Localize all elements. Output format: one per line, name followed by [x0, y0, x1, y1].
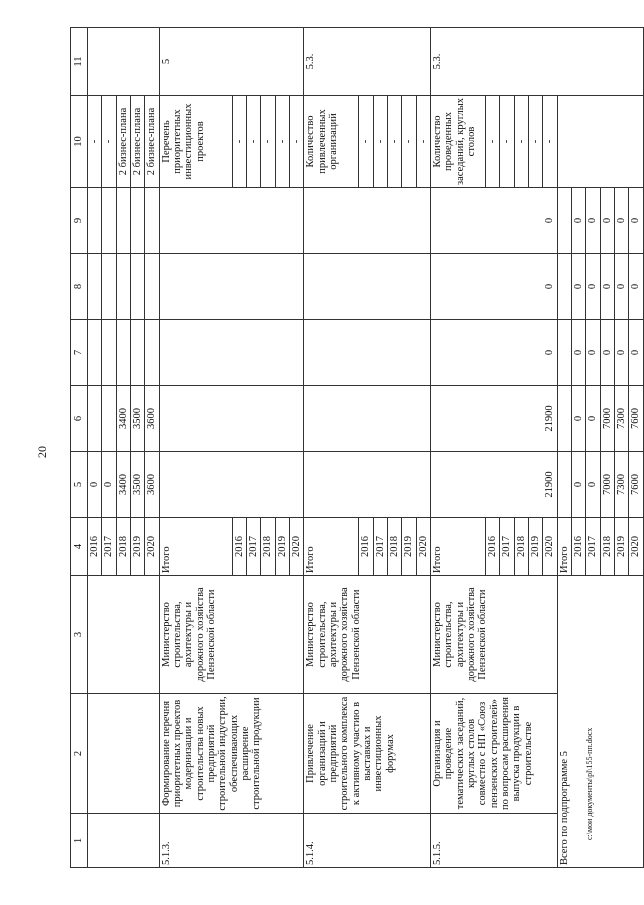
- value-cell: 0: [571, 386, 585, 452]
- year-cell: 2018: [261, 518, 275, 576]
- year-cell: 2016: [571, 518, 585, 576]
- item-executor: Министерство строительства, архитектуры и дорожного хозяйства Пензенской области: [304, 576, 431, 694]
- value-cell: [159, 320, 304, 386]
- value-cell: [304, 254, 431, 320]
- table-row: [116, 28, 130, 868]
- value-cell: 7600: [629, 386, 643, 452]
- value-cell: 0: [614, 254, 628, 320]
- cont-cell: [88, 576, 102, 694]
- header-cell: 8: [71, 254, 88, 320]
- header-cell: 3: [71, 576, 88, 694]
- indicator-name: Перечень приоритетных инвестиционных проектов: [159, 96, 232, 188]
- header-cell: 7: [71, 320, 88, 386]
- value-cell: [116, 320, 130, 386]
- value-cell: 0: [586, 386, 600, 452]
- item-name: Организация и проведение тематических заседаний, круглых столов совместно с НП «Союз пензенских строителей» по вопросам расширения выпуска продукции в строительстве: [430, 694, 557, 814]
- value-cell: 0: [571, 254, 585, 320]
- item-row: [304, 28, 359, 868]
- value-cell: 0: [600, 188, 614, 254]
- summary-row: [557, 28, 571, 868]
- header-cell: 9: [71, 188, 88, 254]
- value-cell: 3400: [116, 386, 130, 452]
- value-cell: 0: [600, 320, 614, 386]
- year-cell: 2018: [514, 518, 528, 576]
- item-executor: Министерство строительства, архитектуры и дорожного хозяйства Пензенской области: [159, 576, 304, 694]
- value-cell: [159, 386, 304, 452]
- value-cell: 0: [571, 452, 585, 518]
- value-cell: [88, 254, 102, 320]
- value-cell: 7300: [614, 386, 628, 452]
- value-cell: 7600: [629, 452, 643, 518]
- value-cell: [130, 188, 144, 254]
- indicator-cell: -: [232, 96, 246, 188]
- year-cell: 2016: [232, 518, 246, 576]
- year-cell: 2017: [586, 518, 600, 576]
- indicator-cell: -: [289, 96, 303, 188]
- header-cell: 1: [71, 814, 88, 868]
- value-cell: 21900: [430, 452, 557, 518]
- summary-label: Всего по подпрограмме 5: [557, 576, 643, 868]
- indicator-cell: -: [261, 96, 275, 188]
- value-cell: 0: [586, 188, 600, 254]
- indicator-name: Количество привлеченных организаций: [304, 96, 359, 188]
- value-cell: [88, 320, 102, 386]
- cont-cell: [88, 694, 102, 814]
- reference-cell: 5.3.: [304, 28, 431, 96]
- value-cell: 0: [629, 320, 643, 386]
- year-cell: 2016: [485, 518, 499, 576]
- value-cell: 0: [629, 188, 643, 254]
- value-cell: 0: [586, 452, 600, 518]
- value-cell: 7300: [614, 452, 628, 518]
- indicator-cell: -: [246, 96, 260, 188]
- value-cell: [116, 188, 130, 254]
- value-cell: [102, 386, 116, 452]
- table-row: [102, 28, 116, 868]
- item-name: Формирование перечня приоритетных проектов модернизации и строительства новых предприятий строительной индустрии, обеспечивающих расширение строительной продукции: [159, 694, 304, 814]
- value-cell: 0: [430, 320, 557, 386]
- value-cell: [557, 188, 571, 254]
- indicator-cell: -: [387, 96, 401, 188]
- indicator-cell: -: [500, 96, 514, 188]
- value-cell: [159, 188, 304, 254]
- cont-cell: [88, 814, 102, 868]
- value-cell: [145, 254, 159, 320]
- indicator-cell: -: [485, 96, 499, 188]
- item-executor: Министерство строительства, архитектуры и дорожного хозяйства Пензенской области: [430, 576, 557, 694]
- value-cell: 0: [102, 452, 116, 518]
- year-cell: 2018: [600, 518, 614, 576]
- total-label: Итого: [430, 518, 485, 576]
- year-cell: 2020: [543, 518, 557, 576]
- table-row: [145, 28, 159, 868]
- year-cell: 2020: [629, 518, 643, 576]
- indicator-cell: -: [275, 96, 289, 188]
- indicator-cell: -: [373, 96, 387, 188]
- year-cell: 2017: [373, 518, 387, 576]
- year-cell: 2020: [145, 518, 159, 576]
- value-cell: 7000: [600, 452, 614, 518]
- reference-cell: 5.3.: [430, 28, 643, 96]
- value-cell: 0: [571, 188, 585, 254]
- value-cell: 0: [430, 254, 557, 320]
- value-cell: 3600: [145, 452, 159, 518]
- year-cell: 2019: [614, 518, 628, 576]
- value-cell: [557, 452, 571, 518]
- header-cell: 11: [71, 28, 88, 96]
- item-row: [159, 28, 232, 868]
- value-cell: [159, 452, 304, 518]
- item-number: 5.1.5.: [430, 814, 557, 868]
- value-cell: 21900: [430, 386, 557, 452]
- indicator-cell: -: [543, 96, 557, 188]
- value-cell: 0: [571, 320, 585, 386]
- value-cell: [304, 452, 431, 518]
- indicator-cell: -: [528, 96, 542, 188]
- year-cell: 2019: [275, 518, 289, 576]
- value-cell: [88, 386, 102, 452]
- year-cell: 2018: [387, 518, 401, 576]
- item-row: [430, 28, 485, 868]
- indicator-cell: 2 бизнес-плана: [116, 96, 130, 188]
- value-cell: 3400: [116, 452, 130, 518]
- value-cell: 0: [614, 320, 628, 386]
- indicator-cell: -: [102, 96, 116, 188]
- value-cell: [557, 320, 571, 386]
- year-cell: 2017: [246, 518, 260, 576]
- value-cell: 0: [614, 188, 628, 254]
- indicator-cell: -: [359, 96, 373, 188]
- value-cell: [102, 320, 116, 386]
- value-cell: [304, 188, 431, 254]
- value-cell: [116, 254, 130, 320]
- indicator-cell: -: [416, 96, 430, 188]
- header-cell: 4: [71, 518, 88, 576]
- rotated-table-wrapper: [70, 28, 642, 868]
- item-name: Привлечение организаций и предприятий строительного комплекса к активному участию в выставках и инвестиционных форумах: [304, 694, 431, 814]
- page-number: 20: [35, 446, 49, 458]
- year-cell: 2020: [416, 518, 430, 576]
- indicator-cell: -: [514, 96, 528, 188]
- value-cell: 0: [586, 320, 600, 386]
- item-number: 5.1.3.: [159, 814, 304, 868]
- value-cell: 0: [88, 452, 102, 518]
- value-cell: [130, 320, 144, 386]
- header-cell: 10: [71, 96, 88, 188]
- value-cell: [159, 254, 304, 320]
- year-cell: 2017: [102, 518, 116, 576]
- year-cell: 2018: [116, 518, 130, 576]
- value-cell: [304, 386, 431, 452]
- year-cell: 2019: [528, 518, 542, 576]
- value-cell: [102, 188, 116, 254]
- total-label: Итого: [159, 518, 232, 576]
- reference-cell: 5: [159, 28, 304, 96]
- value-cell: [145, 320, 159, 386]
- value-cell: [88, 188, 102, 254]
- year-cell: 2020: [289, 518, 303, 576]
- header-row: [71, 28, 88, 868]
- table-row: [88, 28, 102, 868]
- header-cell: 5: [71, 452, 88, 518]
- item-number: 5.1.4.: [304, 814, 431, 868]
- total-label: Итого: [304, 518, 359, 576]
- value-cell: [557, 254, 571, 320]
- value-cell: 0: [629, 254, 643, 320]
- value-cell: [130, 254, 144, 320]
- value-cell: 0: [600, 254, 614, 320]
- indicator-cell: 2 бизнес-плана: [145, 96, 159, 188]
- year-cell: Итого: [557, 518, 571, 576]
- year-cell: 2019: [402, 518, 416, 576]
- value-cell: [557, 386, 571, 452]
- year-cell: 2019: [130, 518, 144, 576]
- value-cell: [145, 188, 159, 254]
- cont-cell: [88, 28, 102, 96]
- value-cell: 0: [586, 254, 600, 320]
- subprogram-table: [70, 27, 644, 868]
- value-cell: 7000: [600, 386, 614, 452]
- header-cell: 2: [71, 694, 88, 814]
- year-cell: 2016: [359, 518, 373, 576]
- file-path-footer: c:\мои документы\pl\155-пп.docx: [585, 727, 594, 840]
- indicator-cell: -: [402, 96, 416, 188]
- value-cell: 3500: [130, 386, 144, 452]
- value-cell: 3500: [130, 452, 144, 518]
- indicator-cell: -: [88, 96, 102, 188]
- header-cell: 6: [71, 386, 88, 452]
- value-cell: 3600: [145, 386, 159, 452]
- value-cell: [102, 254, 116, 320]
- year-cell: 2017: [500, 518, 514, 576]
- indicator-name: Количество проведенных заседаний, круглых столов: [430, 96, 485, 188]
- indicator-cell: 2 бизнес-плана: [130, 96, 144, 188]
- value-cell: 0: [430, 188, 557, 254]
- value-cell: [304, 320, 431, 386]
- indicator-cell: [557, 96, 643, 188]
- year-cell: 2016: [88, 518, 102, 576]
- table-row: [130, 28, 144, 868]
